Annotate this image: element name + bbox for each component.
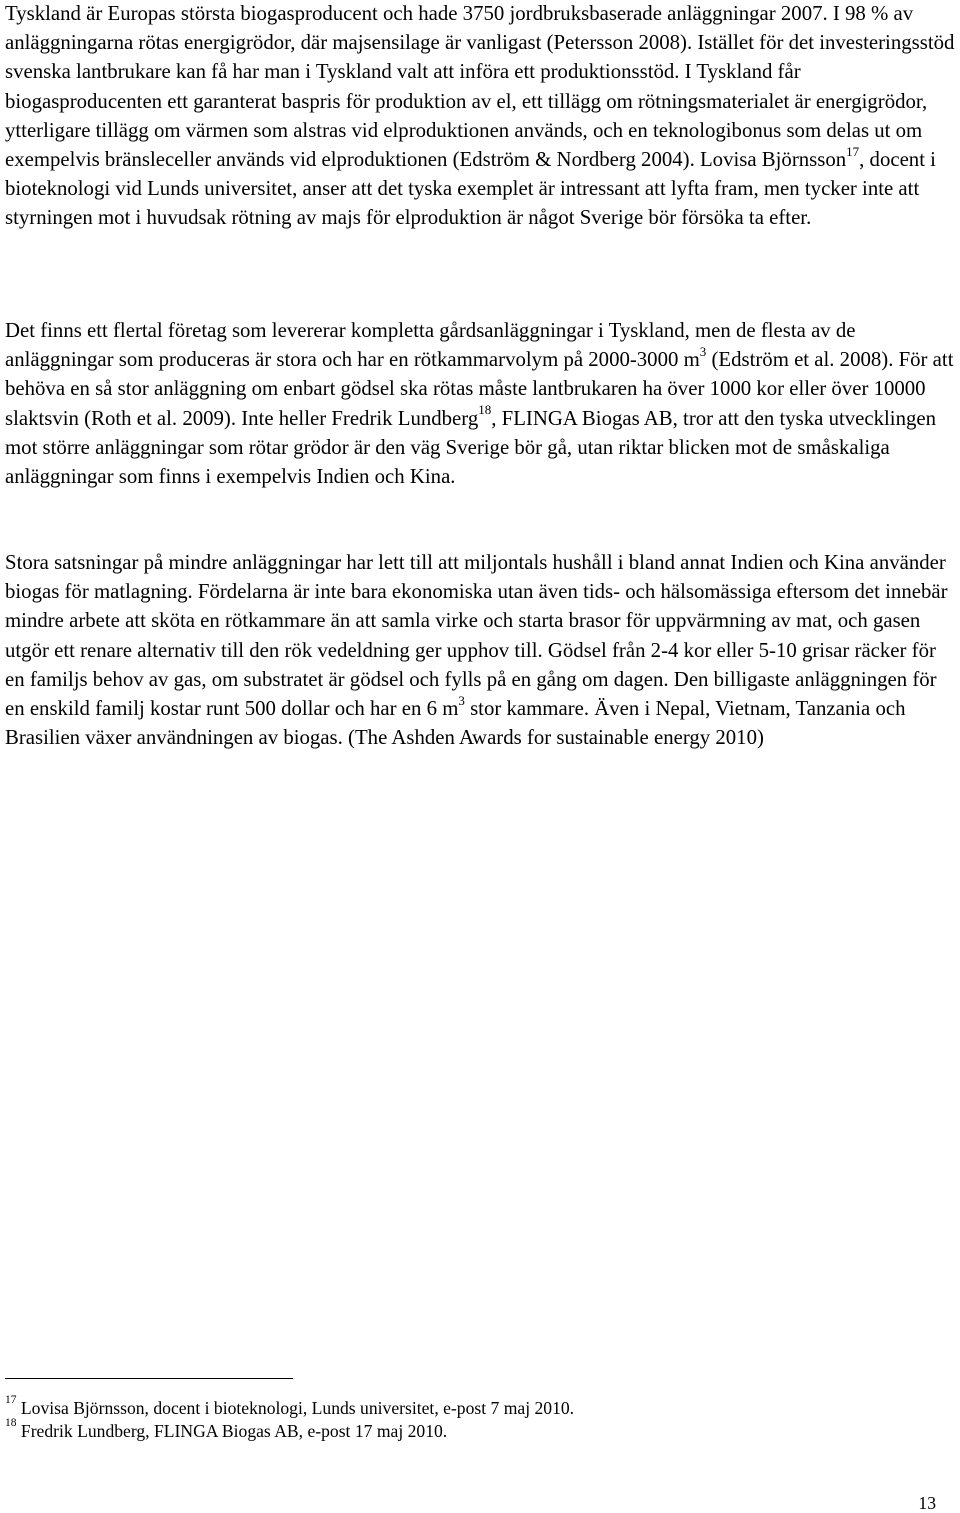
footnote-reference-17[interactable]: 17 [846, 143, 860, 159]
page-number: 13 [918, 1493, 936, 1513]
paragraph-text: , docent i bioteknologi vid Lunds universitet, anser att det tyska exemplet är intressant att lyfta fram, men tycker inte att styrningen mot i huvudsak rötning av majs för elproduktion är något Sverige bör försöka ta efter. [5, 148, 936, 230]
paragraph-text: Det finns ett flertal företag som levererar kompletta gårdsanläggningar i Tyskland, men de flesta av de anläggningar som produceras är stora och har en rötkammarvolym på 2000-3000 m [5, 319, 856, 372]
paragraph-text: Tyskland är Europas största biogasproducent och hade 3750 jordbruksbaserade anläggningar 2007. I 98 % av anläggningarna rötas energigrödor, där majsensilage är vanligast (Petersson 2008). Istället för det investeringsstöd svenska lantbrukare kan få har man i Tyskland valt att införa ett produktionsstöd. I Tyskland får biogasproducenten ett garanterat baspris för produktion av el, ett tillägg om rötningsmaterialet är energigrödor, ytterligare tillägg om värmen som alstras vid elproduktionen används, och en teknologibonus som delas ut om exempelvis bränsleceller används vid elproduktionen (Edström & Nordberg 2004). Lovisa Björnsson [5, 2, 955, 172]
footnote-separator [5, 1378, 293, 1379]
body-paragraph-1 [5, 0, 957, 233]
footnote-text: Lovisa Björnsson, docent i bioteknologi, Lunds universitet, e-post 7 maj 2010. [20, 1398, 575, 1418]
footnote-number: 17 [5, 1393, 17, 1406]
footnote-text: Fredrik Lundberg, FLINGA Biogas AB, e-post 17 maj 2010. [20, 1421, 448, 1441]
paragraph-text: stor kammare. Även i Nepal, Vietnam, Tanzania och Brasilien växer användningen av biogas. (The Ashden Awards for sustainable energy 2010) [5, 697, 906, 750]
body-paragraph-2 [5, 316, 957, 491]
superscript-exponent: 3 [699, 343, 707, 359]
footnote-number: 18 [5, 1416, 17, 1429]
paragraph-text: (Edström et al. 2008). För att behöva en så stor anläggning om enbart gödsel ska rötas måste lantbrukaren ha över 1000 kor eller över 10000 slaktsvin (Roth et al. 2009). Inte heller Fredrik Lundberg [5, 348, 954, 430]
paragraph-text: Stora satsningar på mindre anläggningar har lett till att miljontals hushåll i bland annat Indien och Kina använder biogas för matlagning. Fördelarna är inte bara ekonomiska utan även tids- och hälsomässiga eftersom det innebär mindre arbete att sköta en rötkammare än att samla virke och starta brasor för uppvärmning av mat, och gasen utgör ett renare alternativ till den rök vedeldning ger upphov till. Gödsel från 2-4 kor eller 5-10 grisar räcker för en familjs behov av gas, om substratet är gödsel och fylls på en gång om dagen. Den billigaste anläggningen för en enskild familj kostar runt 500 dollar och har en 6 m [5, 551, 948, 721]
paragraph-text: , FLINGA Biogas AB, tror att den tyska utvecklingen mot större anläggningar som rötar grödor är den väg Sverige bör gå, utan riktar blicken mot de småskaliga anläggningar som finns i exempelvis Indien och Kina. [5, 406, 937, 489]
superscript-exponent: 3 [458, 692, 465, 708]
footnote-reference-18[interactable]: 18 [478, 402, 492, 418]
footnote-17 [5, 1393, 945, 1418]
footnote-18 [5, 1416, 945, 1441]
body-paragraph-3 [5, 548, 957, 752]
